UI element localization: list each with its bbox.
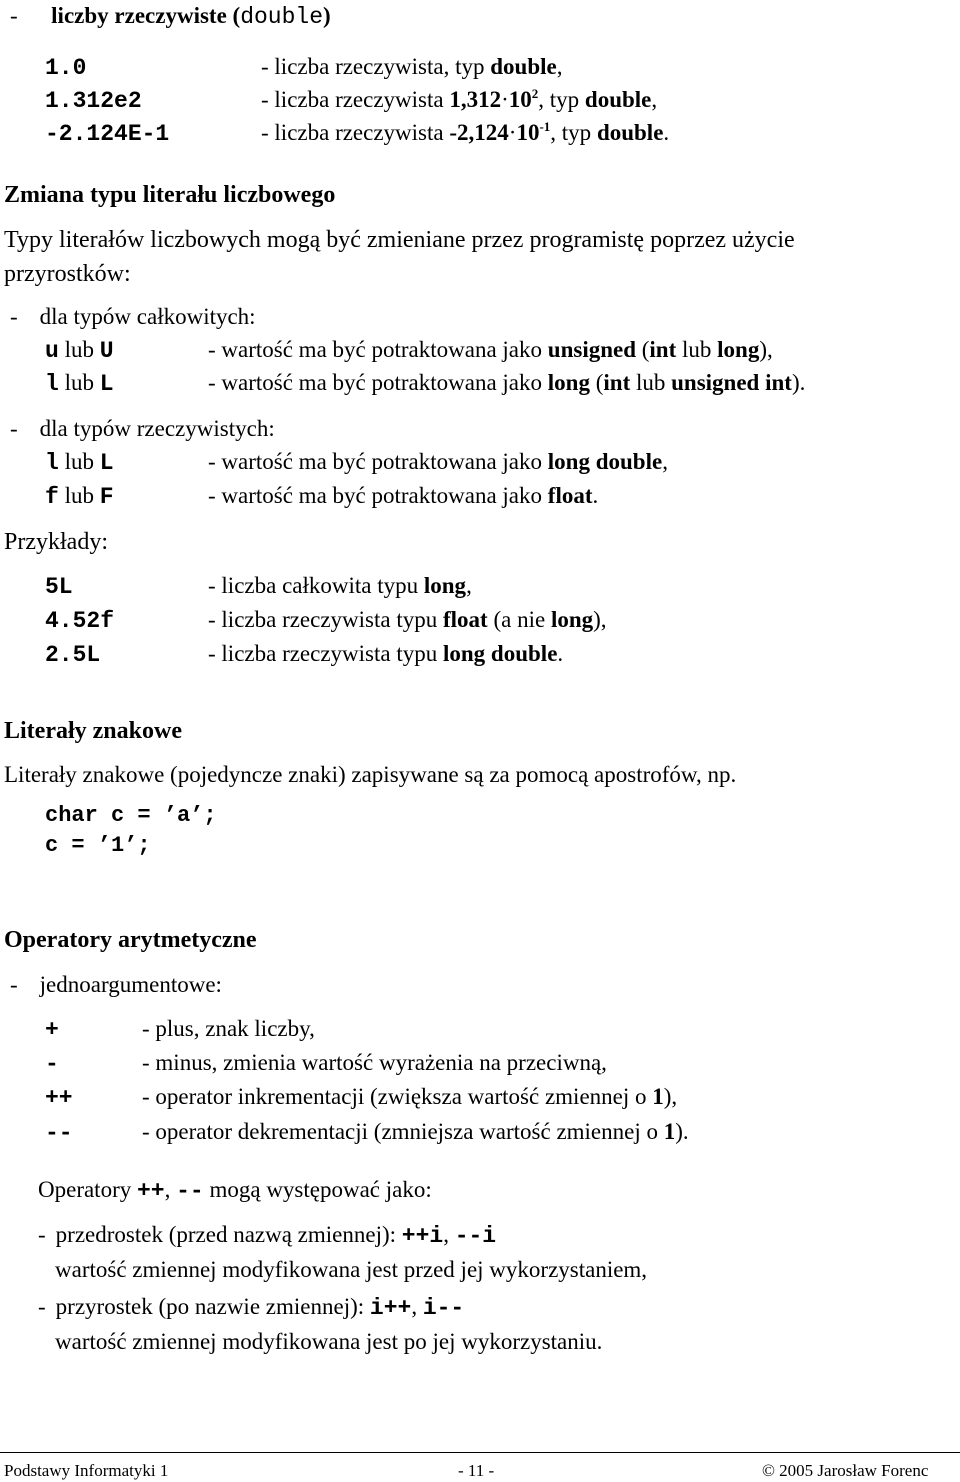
suffix-section-title: Zmiana typu literału liczbowego [4, 182, 336, 208]
code-line: char c = ’a’; [45, 803, 217, 828]
example-row: 4.52f - liczba rzeczywista typu float (a nie long), [45, 607, 607, 634]
real-example-row: -2.124E-1 - liczba rzeczywista $-2,124\cdot 10^{-1}$, typ double. [45, 119, 670, 147]
char-intro: Literały znakowe (pojedyncze znaki) zapisywane są za pomocą apostrofów, np. [4, 762, 737, 787]
examples-label: Przykłady: [4, 529, 108, 555]
suffix-row: u lub U - wartość ma być potraktowana jako unsigned (int lub long), [45, 337, 773, 364]
code-line: c = ’1’; [45, 833, 151, 858]
real-example-row: 1.0 - liczba rzeczywista, typ double, [45, 54, 563, 81]
suffix-intro: Typy literałów liczbowych mogą być zmieniane przez programistę poprzez użycie [4, 227, 795, 253]
copyright-icon: © [762, 1461, 775, 1480]
footer-copyright: © 2005 Jarosław Forenc [762, 1461, 929, 1480]
int-group-label: - dla typów całkowitych: [10, 304, 256, 329]
example-row: 2.5L - liczba rzeczywista typu long double. [45, 641, 564, 668]
operators-section-title: Operatory arytmetyczne [4, 927, 257, 953]
real-group-label: - dla typów rzeczywistych: [10, 416, 275, 441]
footer-course: Podstawy Informatyki 1 [4, 1461, 169, 1480]
postfix-description: wartość zmiennej modyfikowana jest po jej wykorzystaniu. [55, 1329, 603, 1354]
prefix-description: wartość zmiennej modyfikowana jest przed jej wykorzystaniem, [55, 1257, 648, 1282]
suffix-row: f lub F - wartość ma być potraktowana jako float. [45, 483, 599, 510]
real-numbers-heading: - liczby rzeczywiste (double) [10, 3, 331, 30]
char-section-title: Literały znakowe [4, 718, 182, 744]
real-example-row: 1.312e2 - liczba rzeczywista $1,312\cdot 10^2$, typ double, [45, 86, 658, 114]
operator-row: + - plus, znak liczby, [45, 1016, 315, 1043]
example-row: 5L - liczba całkowita typu long, [45, 573, 472, 600]
suffix-intro-cont: przyrostków: [4, 261, 131, 287]
postfix-item: - przyrostek (po nazwie zmiennej): i++, i-- [38, 1294, 465, 1321]
suffix-row: l lub L - wartość ma być potraktowana jako long (int lub unsigned int). [45, 370, 806, 397]
operator-row: -- - operator dekrementacji (zmniejsza wartość zmiennej o 1). [45, 1119, 689, 1146]
bullet-dash: - [10, 3, 18, 28]
operators-usage: Operatory ++, -- mogą występować jako: [38, 1177, 432, 1204]
page-number: - 11 - [458, 1461, 495, 1480]
footer-divider [0, 1452, 960, 1453]
operator-row: - - minus, zmienia wartość wyrażenia na przeciwną, [45, 1050, 607, 1077]
prefix-item: - przedrostek (przed nazwą zmiennej): ++i, --i [38, 1222, 497, 1249]
unary-label: - jednoargumentowe: [10, 972, 222, 997]
suffix-row: l lub L - wartość ma być potraktowana jako long double, [45, 449, 668, 476]
operator-row: ++ - operator inkrementacji (zwiększa wartość zmiennej o 1), [45, 1084, 678, 1111]
